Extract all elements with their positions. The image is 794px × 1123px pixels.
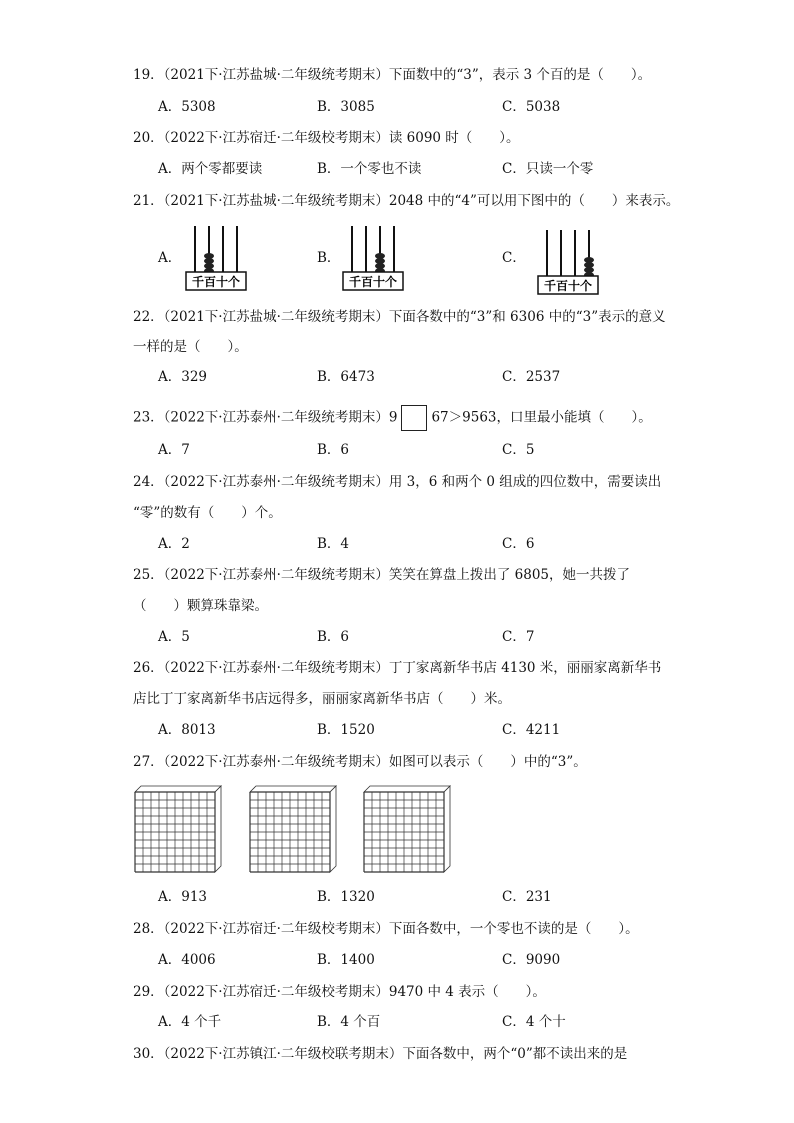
- answer-box[interactable]: [401, 405, 427, 431]
- hundred-block-1: [135, 786, 221, 872]
- question-25-option-c[interactable]: C．7: [502, 629, 535, 645]
- question-29-option-c[interactable]: C．4 个十: [502, 1014, 566, 1030]
- question-19-option-a[interactable]: A．5308: [158, 99, 216, 115]
- question-25-option-a[interactable]: A．5: [158, 629, 190, 645]
- question-28-option-c[interactable]: C．9090: [502, 952, 561, 968]
- question-24-option-b[interactable]: B．4: [317, 536, 350, 552]
- question-22-stem: 22．（2021下·江苏盐城·二年级统考期末）下面各数中的“3”和 6306 中的“3”表示的意义: [133, 309, 666, 325]
- question-25-option-b[interactable]: B．6: [317, 629, 350, 645]
- question-19-stem: 19．（2021下·江苏盐城·二年级统考期末）下面数中的“3”，表示 3 个百的是（ ）。: [133, 67, 652, 83]
- question-22-option-a[interactable]: A．329: [158, 369, 208, 385]
- question-29-stem: 29．（2022下·江苏宿迁·二年级校考期末）9470 中 4 表示（ ）。: [133, 984, 546, 1000]
- question-24-stem-cont: “零”的数有（ ）个。: [133, 505, 282, 521]
- abacus-option-a-image[interactable]: [185, 224, 255, 294]
- abacus-b-label: 千百十个: [348, 275, 398, 289]
- question-23-option-b[interactable]: B．6: [317, 442, 350, 458]
- question-26-stem-cont: 店比丁丁家离新华书店远得多，丽丽家离新华书店（ ）米。: [133, 691, 511, 707]
- question-26-stem: 26．（2022下·江苏泰州·二年级统考期末）丁丁家离新华书店 4130 米，丽丽家离新华书: [133, 660, 662, 676]
- question-27-stem: 27．（2022下·江苏泰州·二年级统考期末）如图可以表示（ ）中的“3”。: [133, 754, 587, 770]
- question-24-option-c[interactable]: C．6: [502, 536, 535, 552]
- question-21-option-a[interactable]: A．: [158, 250, 182, 266]
- abacus-option-b-image[interactable]: [342, 224, 412, 294]
- question-23-stem: [133, 405, 652, 431]
- abacus-a-label: 千百十个: [191, 275, 241, 289]
- hundred-block-3: [364, 786, 450, 872]
- question-22-stem-cont: 一样的是（ ）。: [133, 339, 248, 355]
- question-27-option-c[interactable]: C．231: [502, 889, 552, 905]
- question-23-stem-part2: 67＞9563，口里最小能填（ ）。: [431, 409, 652, 426]
- abacus-option-c-image[interactable]: [537, 228, 607, 298]
- question-23-option-c[interactable]: C．5: [502, 442, 535, 458]
- question-28-option-a[interactable]: A．4006: [158, 952, 216, 968]
- question-30-stem: 30．（2022下·江苏镇江·二年级校联考期末）下面各数中，两个“0”都不读出来的是: [133, 1046, 628, 1062]
- question-22-option-c[interactable]: C．2537: [502, 369, 561, 385]
- question-19-option-c[interactable]: C．5038: [502, 99, 561, 115]
- question-21-stem: 21．（2021下·江苏盐城·二年级统考期末）2048 中的“4”可以用下图中的（ ）来表示。: [133, 193, 680, 209]
- question-20-option-a[interactable]: A．两个零都要读: [158, 161, 263, 177]
- question-20-stem: 20．（2022下·江苏宿迁·二年级校考期末）读 6090 时（ ）。: [133, 130, 520, 146]
- question-21-option-c[interactable]: C．: [502, 250, 526, 266]
- question-29-option-b[interactable]: B．4 个百: [317, 1014, 381, 1030]
- question-26-option-b[interactable]: B．1520: [317, 722, 375, 738]
- question-21-option-b[interactable]: B．: [317, 250, 341, 266]
- question-26-option-c[interactable]: C．4211: [502, 722, 561, 738]
- question-22-option-b[interactable]: B．6473: [317, 369, 375, 385]
- question-28-stem: 28．（2022下·江苏宿迁·二年级校考期末）下面各数中，一个零也不读的是（ ）。: [133, 921, 639, 937]
- question-27-option-a[interactable]: A．913: [158, 889, 208, 905]
- question-29-option-a[interactable]: A．4 个千: [158, 1014, 222, 1030]
- question-23-stem-part1: 23．（2022下·江苏泰州·二年级统考期末）9: [133, 409, 398, 426]
- hundred-blocks-figure: [133, 784, 463, 876]
- question-24-stem: 24．（2022下·江苏泰州·二年级统考期末）用 3，6 和两个 0 组成的四位数中，需要读出: [133, 474, 662, 490]
- question-23-option-a[interactable]: A．7: [158, 442, 190, 458]
- question-25-stem: 25．（2022下·江苏泰州·二年级统考期末）笑笑在算盘上拨出了 6805，她一共拨了: [133, 567, 631, 583]
- hundred-block-2: [250, 786, 336, 872]
- question-26-option-a[interactable]: A．8013: [158, 722, 216, 738]
- question-20-option-b[interactable]: B．一个零也不读: [317, 161, 422, 177]
- question-28-option-b[interactable]: B．1400: [317, 952, 375, 968]
- question-24-option-a[interactable]: A．2: [158, 536, 190, 552]
- abacus-c-label: 千百十个: [543, 279, 593, 293]
- question-25-stem-cont: （ ）颗算珠靠梁。: [133, 598, 268, 614]
- question-20-option-c[interactable]: C．只读一个零: [502, 161, 594, 177]
- question-27-option-b[interactable]: B．1320: [317, 889, 375, 905]
- question-19-option-b[interactable]: B．3085: [317, 99, 375, 115]
